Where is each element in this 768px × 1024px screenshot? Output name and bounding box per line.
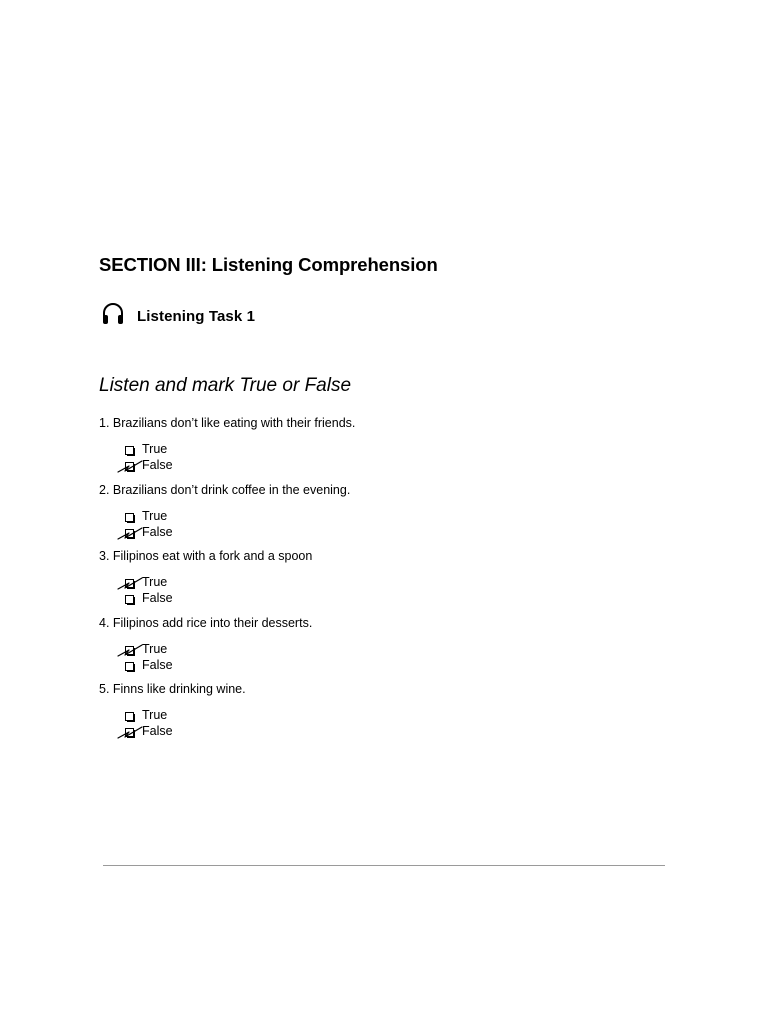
checkbox-icon[interactable] xyxy=(123,443,137,457)
option-label: False xyxy=(142,524,173,539)
headphones-icon xyxy=(101,303,125,325)
option-false[interactable] xyxy=(119,658,239,674)
checkbox-icon[interactable] xyxy=(123,659,137,673)
option-label: False xyxy=(142,724,173,738)
question-item xyxy=(99,416,659,483)
option-label: False xyxy=(142,591,173,605)
option-label: True xyxy=(142,708,168,722)
question-list xyxy=(99,416,659,749)
checkbox-icon[interactable] xyxy=(123,459,137,473)
option-false[interactable] xyxy=(119,724,239,740)
question-item xyxy=(99,549,659,616)
option-label: False xyxy=(142,458,173,472)
task-title: Listening Task 1 xyxy=(137,308,256,325)
section-title: SECTION III: Listening Comprehension xyxy=(99,254,438,275)
option-false[interactable] xyxy=(119,591,239,607)
option-false[interactable] xyxy=(119,525,239,541)
checkbox-icon[interactable] xyxy=(123,576,137,590)
checkbox-icon[interactable] xyxy=(123,510,137,524)
question-item xyxy=(99,682,659,749)
option-true[interactable] xyxy=(119,642,239,658)
option-false[interactable] xyxy=(119,458,239,474)
checkbox-icon[interactable] xyxy=(123,643,137,657)
option-label: False xyxy=(142,657,173,672)
question-text: 4. Filipinos add rice into their desserts. xyxy=(99,615,313,630)
question-text: 3. Filipinos eat with a fork and a spoon xyxy=(99,549,313,563)
option-true[interactable] xyxy=(119,442,239,458)
question-item xyxy=(99,483,659,550)
option-label: True xyxy=(142,575,168,589)
option-true[interactable] xyxy=(119,575,239,591)
option-label: True xyxy=(142,442,168,456)
footer-divider xyxy=(103,865,665,866)
question-text: 2. Brazilians don’t drink coffee in the evening. xyxy=(99,482,351,497)
option-label: True xyxy=(142,641,168,656)
question-item xyxy=(99,616,659,683)
option-label: True xyxy=(142,508,168,523)
option-true[interactable] xyxy=(119,708,239,724)
checkbox-icon[interactable] xyxy=(123,592,137,606)
instruction-heading: Listen and mark True or False xyxy=(99,375,352,396)
option-true[interactable] xyxy=(119,509,239,525)
checkbox-icon[interactable] xyxy=(123,709,137,723)
question-text: 1. Brazilians don’t like eating with their friends. xyxy=(99,416,356,430)
question-text: 5. Finns like drinking wine. xyxy=(99,682,246,696)
checkbox-icon[interactable] xyxy=(123,526,137,540)
checkbox-icon[interactable] xyxy=(123,725,137,739)
